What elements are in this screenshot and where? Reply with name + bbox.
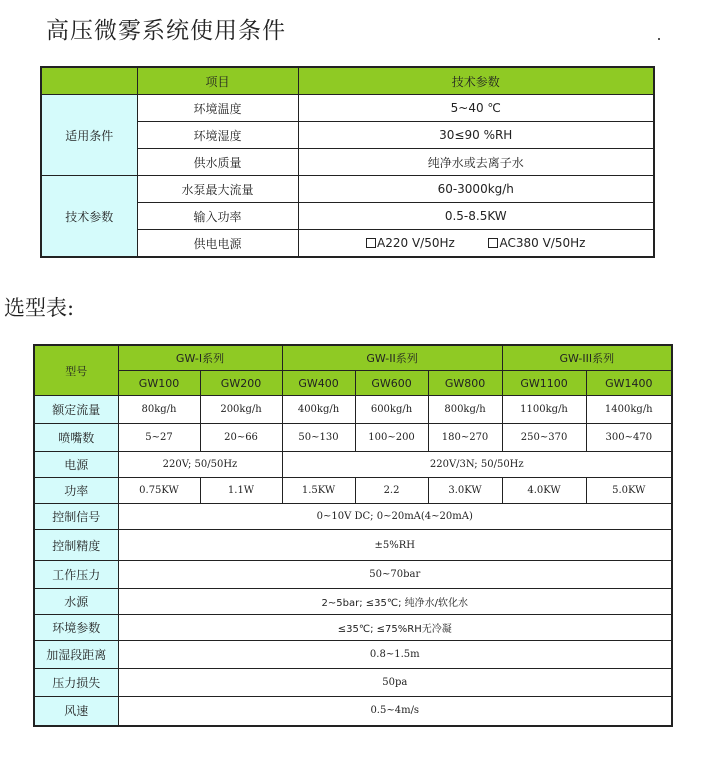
value-cell: 60-3000kg/h <box>298 176 654 203</box>
model-cell: GW1400 <box>586 371 672 396</box>
wind-speed-label: 风速 <box>34 697 118 726</box>
pressure-loss-value: 50pa <box>118 669 672 697</box>
value-cell: 30≤90 %RH <box>298 122 654 149</box>
flow-cell: 600kg/h <box>355 396 428 424</box>
environment-label: 环境参数 <box>34 615 118 641</box>
power-cell: 0.75KW <box>118 478 200 504</box>
control-precision-value: ±5%RH <box>118 530 672 561</box>
item-cell: 水泵最大流量 <box>137 176 298 203</box>
item-cell: 供水质量 <box>137 149 298 176</box>
model-cell: GW1100 <box>502 371 586 396</box>
nozzles-label: 喷嘴数 <box>34 424 118 452</box>
power-cell: 1.1W <box>200 478 282 504</box>
water-source-label: 水源 <box>34 589 118 615</box>
pressure-loss-row <box>34 669 672 697</box>
power-cell: 3.0KW <box>428 478 502 504</box>
control-signal-row <box>34 504 672 530</box>
nozzles-cell: 300~470 <box>586 424 672 452</box>
group-label-applicable: 适用条件 <box>41 95 137 176</box>
value-cell: 5~40 ℃ <box>298 95 654 122</box>
water-source-row <box>34 589 672 615</box>
flow-cell: 1400kg/h <box>586 396 672 424</box>
control-signal-label: 控制信号 <box>34 504 118 530</box>
header-params: 技术参数 <box>298 67 654 95</box>
humidify-distance-row <box>34 641 672 669</box>
nozzles-row <box>34 424 672 452</box>
environment-value: ≤35℃; ≤75%RH无冷凝 <box>118 615 672 641</box>
series-gw1: GW-I系列 <box>118 345 282 371</box>
wind-speed-value: 0.5~4m/s <box>118 697 672 726</box>
conditions-header-row <box>41 67 654 95</box>
series-gw2: GW-II系列 <box>282 345 502 371</box>
power-supply-cell-1: 220V; 50/50Hz <box>118 452 282 478</box>
working-pressure-row <box>34 561 672 589</box>
checkbox-380v[interactable] <box>488 238 498 248</box>
flow-cell: 80kg/h <box>118 396 200 424</box>
nozzles-cell: 50~130 <box>282 424 355 452</box>
model-cell: GW400 <box>282 371 355 396</box>
series-gw3: GW-III系列 <box>502 345 672 371</box>
series-row <box>34 345 672 371</box>
conditions-table <box>40 66 655 258</box>
value-cell: 0.5-8.5KW <box>298 203 654 230</box>
table-row <box>41 176 654 203</box>
item-cell: 环境湿度 <box>137 122 298 149</box>
page-title: 高压微雾系统使用条件 <box>46 18 286 44</box>
water-source-value: 2~5bar; ≤35℃; 纯净水/软化水 <box>118 589 672 615</box>
flow-cell: 400kg/h <box>282 396 355 424</box>
control-precision-label: 控制精度 <box>34 530 118 561</box>
models-row <box>34 371 672 396</box>
nozzles-cell: 20~66 <box>200 424 282 452</box>
control-precision-row <box>34 530 672 561</box>
humidify-distance-value: 0.8~1.5m <box>118 641 672 669</box>
header-item: 项目 <box>137 67 298 95</box>
pressure-loss-label: 压力损失 <box>34 669 118 697</box>
power-row <box>34 478 672 504</box>
humidify-distance-label: 加湿段距离 <box>34 641 118 669</box>
value-cell: 纯净水或去离子水 <box>298 149 654 176</box>
model-label: 型号 <box>34 345 118 396</box>
value-cell-power-options <box>298 230 654 258</box>
flow-cell: 1100kg/h <box>502 396 586 424</box>
option-380v-label: AC380 V/50Hz <box>499 236 586 250</box>
nozzles-cell: 250~370 <box>502 424 586 452</box>
power-supply-label: 电源 <box>34 452 118 478</box>
power-cell: 4.0KW <box>502 478 586 504</box>
item-cell: 供电电源 <box>137 230 298 258</box>
working-pressure-label: 工作压力 <box>34 561 118 589</box>
model-cell: GW600 <box>355 371 428 396</box>
wind-speed-row <box>34 697 672 726</box>
flow-label: 额定流量 <box>34 396 118 424</box>
table-row <box>41 95 654 122</box>
option-220v-label: A220 V/50Hz <box>377 236 455 250</box>
flow-row <box>34 396 672 424</box>
working-pressure-value: 50~70bar <box>118 561 672 589</box>
selection-title: 选型表: <box>4 296 75 320</box>
flow-cell: 800kg/h <box>428 396 502 424</box>
power-label: 功率 <box>34 478 118 504</box>
nozzles-cell: 5~27 <box>118 424 200 452</box>
flow-cell: 200kg/h <box>200 396 282 424</box>
checkbox-220v[interactable] <box>366 238 376 248</box>
decorative-dot <box>658 38 660 40</box>
environment-row <box>34 615 672 641</box>
power-cell: 1.5KW <box>282 478 355 504</box>
nozzles-cell: 100~200 <box>355 424 428 452</box>
power-supply-row <box>34 452 672 478</box>
power-cell: 2.2 <box>355 478 428 504</box>
model-cell: GW100 <box>118 371 200 396</box>
model-cell: GW800 <box>428 371 502 396</box>
header-blank-cell <box>41 67 137 95</box>
control-signal-value: 0~10V DC; 0~20mA(4~20mA) <box>118 504 672 530</box>
item-cell: 输入功率 <box>137 203 298 230</box>
item-cell: 环境温度 <box>137 95 298 122</box>
power-supply-cell-2: 220V/3N; 50/50Hz <box>282 452 672 478</box>
nozzles-cell: 180~270 <box>428 424 502 452</box>
power-cell: 5.0KW <box>586 478 672 504</box>
group-label-tech: 技术参数 <box>41 176 137 258</box>
selection-table <box>33 344 673 727</box>
model-cell: GW200 <box>200 371 282 396</box>
